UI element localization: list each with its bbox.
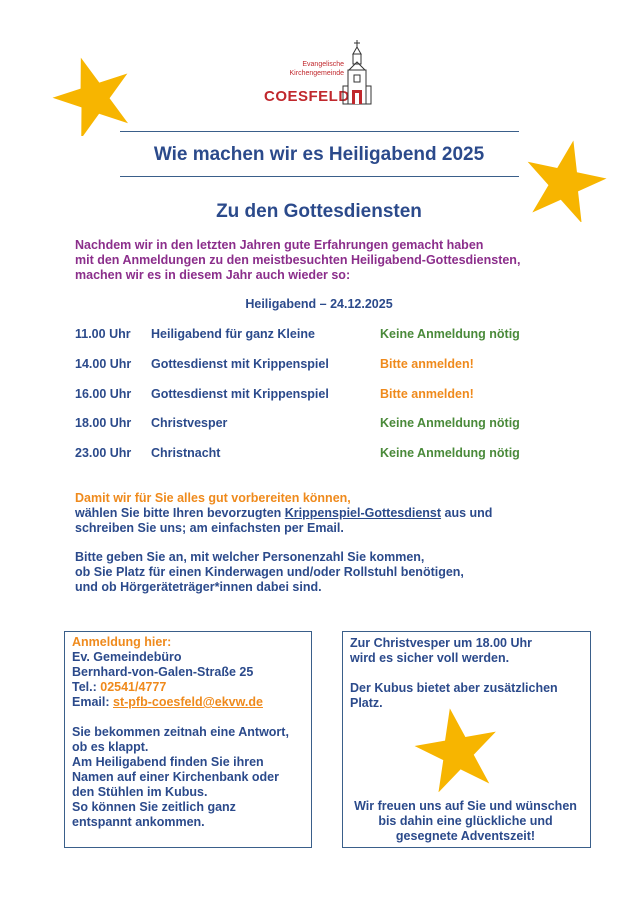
schedule-service: Heiligabend für ganz Kleine [151,327,315,341]
kubus-line: Der Kubus bietet aber zusätzlichen [350,681,558,695]
tel-label: Tel.: [72,680,101,694]
response-line: Sie bekommen zeitnah eine Antwort, [72,725,289,739]
intro-line: machen wir es in diesem Jahr auch wieder so: [75,268,351,282]
star-icon-top-left [52,54,134,136]
intro-line: Nachdem wir in den letzten Jahren gute Erfahrungen gemacht haben [75,238,484,252]
greeting [343,799,588,844]
prep-paragraph [75,491,555,536]
schedule-row [0,357,638,373]
logo-line1: Evangelische [302,61,344,68]
page-subtitle: Zu den Gottesdiensten [216,201,422,222]
schedule-time: 14.00 Uhr [75,357,132,371]
schedule-row [0,327,638,343]
krippenspiel-highlight: Krippenspiel-Gottesdienst [284,506,442,520]
intro-line: mit den Anmeldungen zu den meistbesuchten Heiligabend-Gottesdiensten, [75,253,521,267]
info-paragraph [75,550,555,595]
title-rule-bottom [120,176,519,177]
info-line: ob Sie Platz für einen Kinderwagen und/oder Rollstuhl benötigen, [75,565,464,579]
office-street: Bernhard-von-Galen-Straße 25 [72,665,254,679]
email-link[interactable]: st-pfb-coesfeld@ekvw.de [113,695,263,709]
seating-line: den Stühlen im Kubus. [72,785,208,799]
seating-line: Am Heiligabend finden Sie ihren [72,755,264,769]
schedule-status: Bitte anmelden! [380,357,474,371]
schedule-time: 16.00 Uhr [75,387,132,401]
schedule-time: 18.00 Uhr [75,416,132,430]
prep-line: Damit wir für Sie alles gut vorbereiten können, [75,491,351,505]
church-logo-icon [342,40,372,106]
schedule-status: Keine Anmeldung nötig [380,327,520,341]
greeting-line: bis dahin eine glückliche und [378,814,553,828]
prep-line [75,506,555,521]
schedule-time: 23.00 Uhr [75,446,132,460]
arrival-line: So können Sie zeitlich ganz [72,800,236,814]
email-label: Email: [72,695,113,709]
office-phone [72,680,308,695]
christvesper-line: Zur Christvesper um 18.00 Uhr [350,636,533,650]
schedule-time: 11.00 Uhr [75,327,131,341]
title-rule-top [120,131,519,132]
schedule-service: Christnacht [151,446,221,460]
registration-content [72,635,308,830]
christvesper-line: wird es sicher voll werden. [350,651,510,665]
church-logo [262,38,380,110]
office-name: Ev. Gemeindebüro [72,650,182,664]
schedule-service: Christvesper [151,416,228,430]
page-title: Wie machen wir es Heiligabend 2025 [153,144,485,165]
prep-text: wählen Sie bitte Ihren bevorzugten [75,506,285,520]
prep-text: aus und [441,506,493,520]
date-line: Heiligabend – 24.12.2025 [245,297,393,311]
registration-heading: Anmeldung hier: [72,635,172,649]
kubus-line: Platz. [350,696,383,710]
schedule-row [0,416,638,432]
schedule-status: Keine Anmeldung nötig [380,416,520,430]
schedule-status: Bitte anmelden! [380,387,474,401]
arrival-line: entspannt ankommen. [72,815,205,829]
greeting-line: gesegnete Adventszeit! [395,829,536,843]
info-line: Bitte geben Sie an, mit welcher Personenzahl Sie kommen, [75,550,425,564]
schedule-row [0,387,638,403]
christvesper-content [350,636,586,711]
greeting-line: Wir freuen uns auf Sie und wünschen [354,799,577,813]
schedule-row [0,446,638,462]
schedule-service: Gottesdienst mit Krippenspiel [151,357,329,371]
office-email [72,695,308,710]
info-line: und ob Hörgeräteträger*innen dabei sind. [75,580,322,594]
response-line: ob es klappt. [72,740,149,754]
intro-paragraph [75,238,555,283]
seating-line: Namen auf einer Kirchenbank oder [72,770,280,784]
logo-name: COESFELD [264,88,350,105]
prep-line: schreiben Sie uns; am einfachsten per Email. [75,521,344,535]
schedule-service: Gottesdienst mit Krippenspiel [151,387,329,401]
schedule-status: Keine Anmeldung nötig [380,446,520,460]
tel-number: 02541/4777 [100,680,167,694]
logo-line2: Kirchengemeinde [289,70,344,77]
